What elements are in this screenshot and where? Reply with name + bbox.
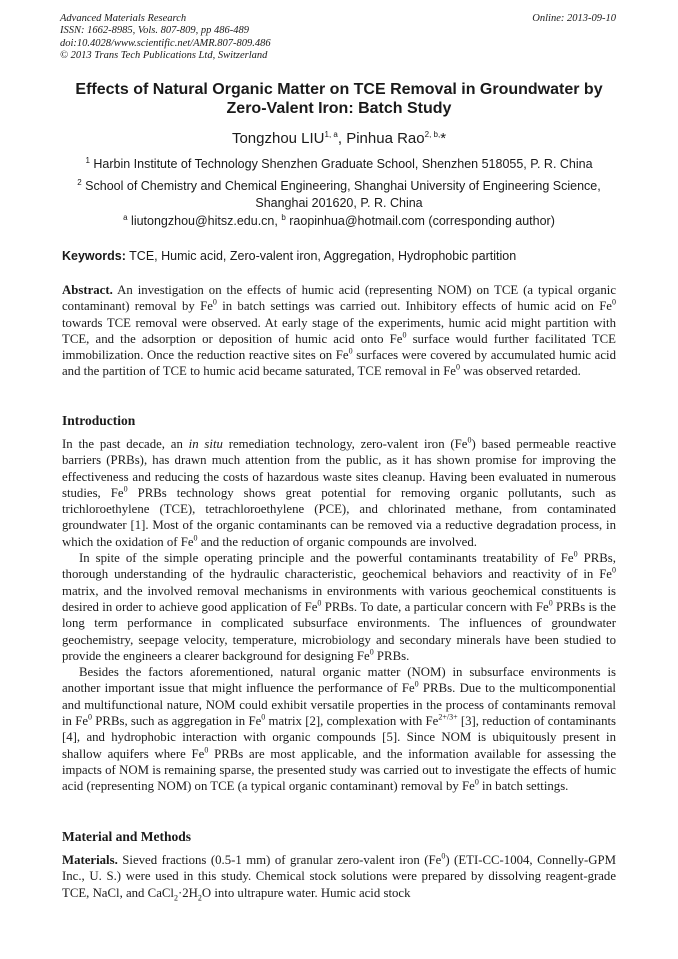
fe-superscript: 0 [402, 330, 407, 340]
email-b-mark: b [281, 212, 286, 222]
fe-superscript: 0 [123, 484, 128, 494]
affil-1-text: Harbin Institute of Technology Shenzhen Graduate School, Shenzhen 518055, P. R. China [89, 157, 593, 171]
title-line-1: Effects of Natural Organic Matter on TCE Removal in Groundwater by [75, 81, 603, 98]
journal-copyright: © 2013 Trans Tech Publications Ltd, Switzerland [60, 50, 268, 62]
intro-text: In spite of the simple operating principle and the powerful contaminants treatability of Fe [79, 551, 574, 566]
paper-title [60, 80, 618, 118]
intro-text: PRBs. To date, a particular concern with Fe [321, 599, 549, 614]
intro-text: remediation technology, zero-valent iron (Fe [222, 437, 468, 451]
online-date: Online: 2013-09-10 [532, 13, 616, 24]
fe-superscript: 0 [441, 851, 446, 861]
email-b: raopinhua@hotmail.com (corresponding author) [285, 214, 555, 228]
intro-text: ) based permeable reactive barriers (PRBs), has drawn much attention from the public, as it has shown promise for improving the effectiveness and reducing the costs of hazardous waste sites cleanup. Having been evaluated in numerous studies, Fe [62, 437, 617, 500]
affil-1-num: 1 [85, 155, 90, 165]
fe-superscript: 0 [548, 598, 553, 608]
fe-superscript: 0 [456, 363, 460, 373]
intro-text: PRBs, thorough understanding of the hydraulic characteristic, geochemical behaviors and reactivity of in Fe [62, 551, 616, 582]
journal-name: Advanced Materials Research [60, 13, 187, 24]
author-separator: , [337, 130, 347, 147]
title-line-2: Zero-Valent Iron: Batch Study [226, 100, 452, 117]
materials-text: ·2H [177, 885, 198, 900]
abstract-text: was observed retarded. [460, 364, 581, 379]
affil-2-num: 2 [77, 177, 82, 187]
abstract-text: surface would further facilitated TCE immobilization. Once the reduction reactive sites on Fe [62, 331, 617, 363]
fe-superscript: 0 [204, 745, 209, 755]
intro-text: PRBs. [373, 648, 410, 663]
keywords-label: Keywords: [62, 249, 126, 263]
intro-text: PRBs technology shows great potential for removing organic pollutants, such as trichloroethylene (TCE), tetrachloroethylene (PCE), and chlorinated methane, from contaminated groundwater [1]. Most of the organic contaminants can be removed via a reductive degradation process, in which the oxidation of Fe [62, 485, 616, 549]
intro-text: in batch settings. [478, 779, 569, 794]
intro-paragraph-3 [62, 664, 616, 794]
intro-paragraph-1 [62, 436, 616, 550]
materials-text: O into ultrapure water. Humic acid stock [201, 885, 411, 900]
email-a: liutongzhou@hitsz.edu.cn, [127, 214, 282, 228]
subscript: 2 [173, 893, 178, 903]
intro-paragraph-2 [62, 550, 616, 664]
fe-superscript: 0 [467, 435, 472, 445]
journal-doi: doi:10.4028/www.scientific.net/AMR.807-809.486 [60, 37, 271, 49]
intro-text: and the reduction of organic compounds are involved. [197, 534, 477, 549]
fe-superscript: 0 [261, 712, 266, 722]
intro-text: matrix [2], complexation with Fe [265, 714, 439, 729]
intro-text: PRBs, such as aggregation in Fe [92, 714, 262, 729]
email-a-mark: a [123, 212, 128, 222]
author-1: Tongzhou LIU [231, 130, 325, 147]
materials-label: Materials. [62, 853, 118, 867]
fe-superscript: 0 [474, 777, 479, 787]
subscript: 2 [197, 893, 202, 903]
materials-text: Sieved fractions (0.5-1 mm) of granular zero-valent iron (Fe [117, 853, 442, 867]
abstract-label: Abstract. [62, 283, 113, 297]
fe-superscript: 0 [414, 680, 419, 690]
author-2: Pinhua Rao [346, 130, 425, 147]
fe-superscript: 0 [193, 533, 198, 543]
fe-superscript: 0 [612, 298, 616, 308]
fe-superscript: 0 [369, 647, 374, 657]
materials-body [62, 852, 616, 901]
intro-text: In the past decade, an [62, 437, 189, 451]
intro-text: [3], reduction of contaminants [4], and hydrophobic interaction with organic compounds [5]. Since NOM is ubiquitously present in shallow aquifers where Fe [62, 714, 616, 761]
abstract-text: towards TCE removal were observed. At early stage of the experiments, humic acid might partition with TCE, and the adsorption or deposition of humic acid onto Fe [62, 315, 616, 346]
abstract-text: in batch settings was carried out. Inhibitory effects of humic acid on Fe [216, 299, 612, 314]
fe-superscript: 0 [612, 566, 616, 576]
intro-text: PRBs is the long term performance in complicated subsurface environments. The influences of groundwater geochemistry, seepage velocity, temperature, microbiology and secondary minerals have been studied to provide the engineers a clearer background for designing Fe [62, 599, 616, 663]
intro-text: matrix, and the involved removal mechanisms in environments with various geochemical constituents is desired in order to achieve good application of Fe [62, 583, 616, 614]
abstract-text: surfaces were covered by accumulated humic acid and the partition of TCE to humic acid became saturated, TCE removal in Fe [62, 348, 616, 379]
fe-superscript: 0 [212, 298, 217, 308]
intro-text: PRBs. Due to the multicomponential and multifunctional nature, NOM could exhibit versatile properties in the process of contaminants removal in Fe [62, 681, 616, 729]
fe-superscript: 0 [88, 712, 93, 722]
intro-italic: in situ [188, 437, 223, 451]
affiliation-1 [60, 156, 618, 173]
author-1-affil: 1, a [324, 130, 338, 139]
affiliation-2 [60, 178, 618, 211]
affil-2-line-1: School of Chemistry and Chemical Engineering, Shanghai University of Engineering Science, [81, 179, 601, 193]
corresponding-star: * [440, 130, 447, 147]
introduction-body [62, 436, 616, 795]
affil-2-line-2: Shanghai 201620, P. R. China [255, 195, 423, 210]
journal-issn: ISSN: 1662-8985, Vols. 807-809, pp 486-489 [60, 25, 249, 37]
ion-superscript: 2+/3+ [438, 712, 458, 722]
author-list [60, 130, 618, 147]
abstract [62, 282, 616, 380]
abstract-text: An investigation on the effects of humic acid (representing NOM) on TCE (a typical organic contaminant) removal by Fe [62, 283, 616, 314]
keywords-text: TCE, Humic acid, Zero-valent iron, Aggregation, Hydrophobic partition [125, 249, 517, 263]
intro-text: Besides the factors aforementioned, natural organic matter (NOM) in subsurface environments is another important issue that might influence the performance of Fe [62, 665, 616, 696]
author-2-affil: 2, b, [424, 130, 441, 139]
fe-superscript: 0 [348, 346, 353, 356]
section-heading-introduction: Introduction [62, 413, 136, 428]
fe-superscript: 0 [317, 598, 322, 608]
fe-superscript: 0 [573, 549, 578, 559]
materials-text: ) (ETI-CC-1004, Connelly-GPM Inc., U. S.) were used in this study. Chemical stock solutions were prepared by dissolving reagent-grade TCE, NaCl, and CaCl [62, 853, 616, 900]
intro-text: PRBs are most applicable, and the information available for assessing the impacts of NOM is remaining sparse, the presented study was carried out to investigate the effects of humic acid (representing NOM) on TCE (a typical organic contaminant) removal by Fe [62, 746, 617, 794]
journal-header [60, 13, 271, 63]
keywords [62, 249, 618, 263]
section-heading-methods: Material and Methods [62, 829, 191, 844]
author-emails [60, 213, 618, 230]
